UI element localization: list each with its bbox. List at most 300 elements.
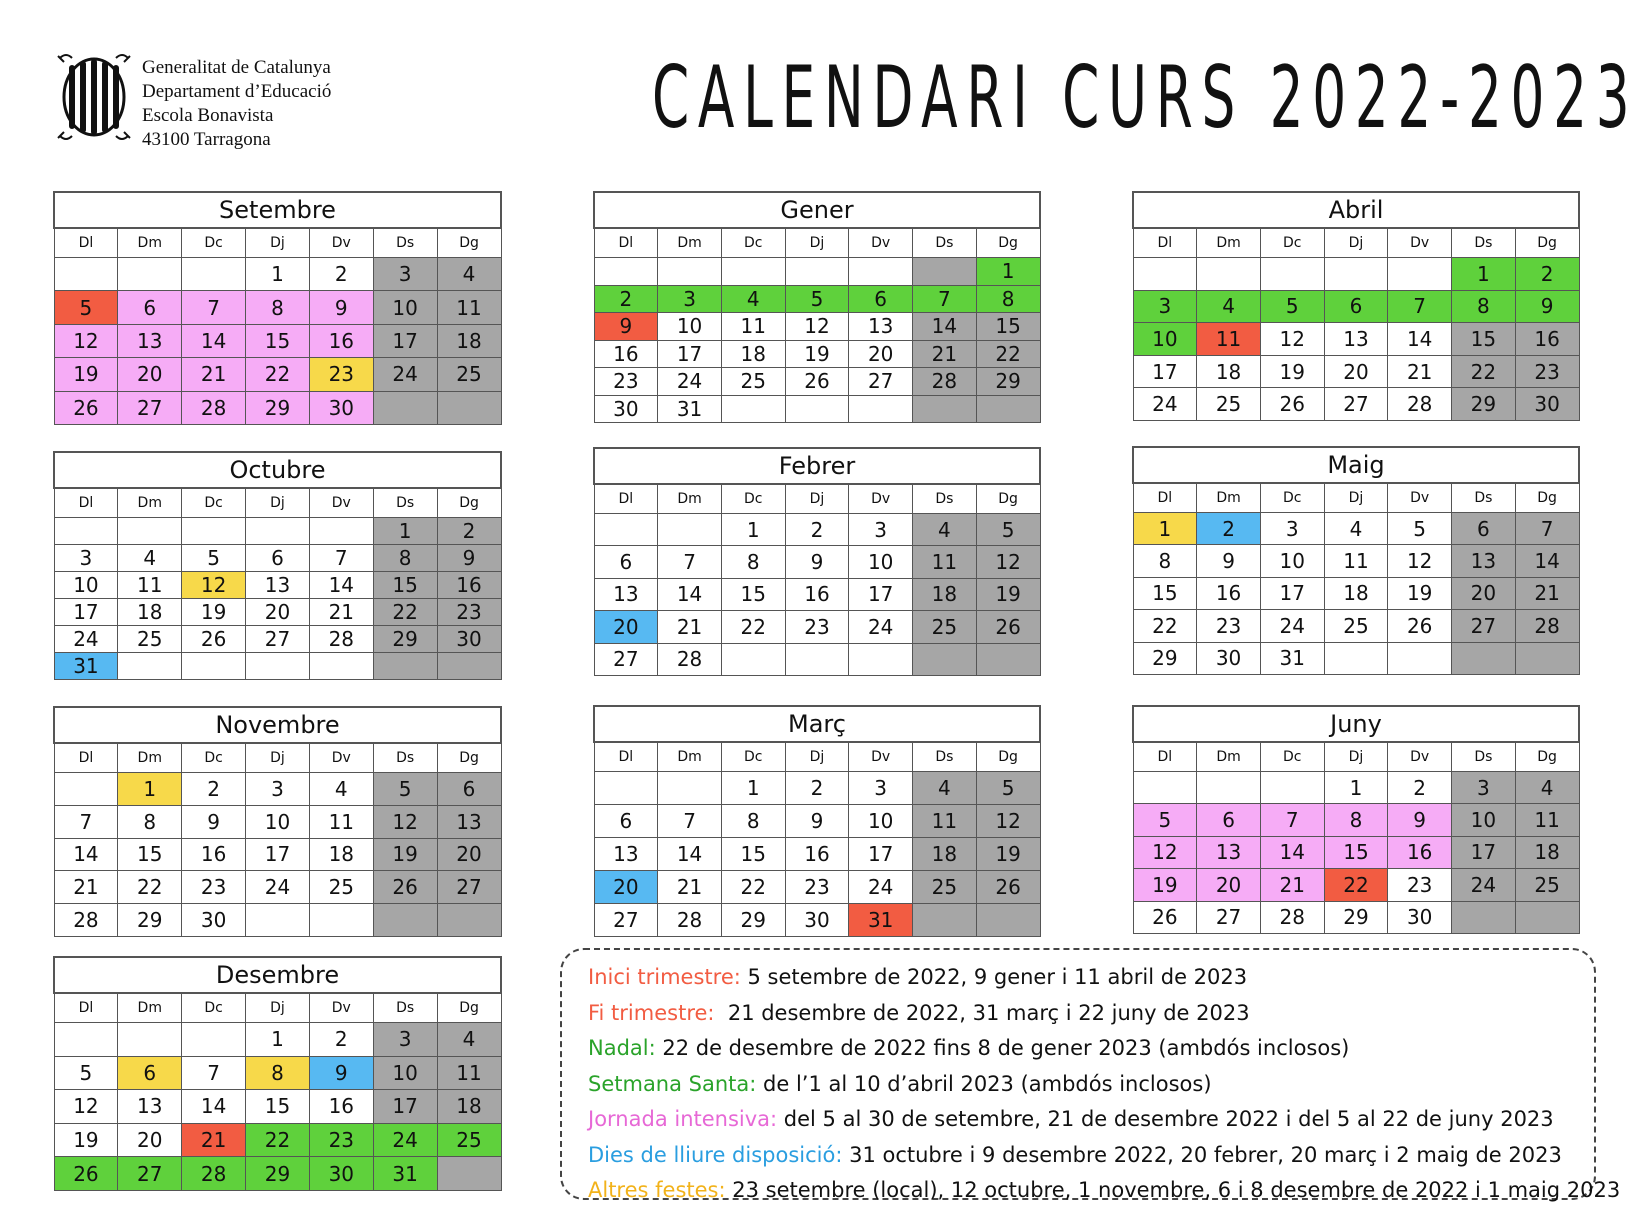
month-name: Octubre (54, 452, 501, 488)
calendar-day: 10 (373, 291, 437, 324)
weekday-label: Dv (309, 228, 373, 258)
empty-day (54, 773, 118, 806)
calendar-day: 30 (785, 904, 849, 937)
weekday-label: Dm (118, 488, 182, 518)
calendar-day: 8 (246, 291, 310, 324)
org-line-2: Departament d’Educació (142, 81, 332, 102)
calendar-day: 6 (246, 545, 310, 572)
org-line-1: Generalitat de Catalunya (142, 57, 331, 78)
month-name: Febrer (594, 448, 1040, 484)
empty-day (437, 904, 501, 937)
calendar-day: 30 (309, 391, 373, 424)
calendar-day: 30 (182, 904, 246, 937)
calendar-day: 4 (1515, 772, 1579, 804)
calendar-day: 8 (721, 546, 785, 578)
calendar-day: 29 (1452, 388, 1516, 421)
calendar-day: 28 (182, 1157, 246, 1191)
calendar-day: 14 (54, 838, 118, 871)
calendar-day: 14 (182, 324, 246, 357)
weekday-label: Dm (118, 228, 182, 258)
empty-day (849, 395, 913, 423)
calendar-day: 5 (976, 772, 1040, 805)
weekday-label: Dm (118, 993, 182, 1023)
empty-day (721, 643, 785, 675)
weekday-label: Dv (1388, 228, 1452, 258)
calendar-day: 7 (658, 546, 722, 578)
calendar-day: 18 (913, 838, 977, 871)
calendar-day: 24 (1260, 610, 1324, 642)
calendar-day: 16 (785, 578, 849, 610)
calendar-day: 25 (309, 871, 373, 904)
calendar-day: 29 (246, 1157, 310, 1191)
empty-day (118, 1023, 182, 1057)
month-table (53, 956, 502, 1191)
weekday-label: Dc (721, 742, 785, 772)
empty-day (437, 391, 501, 424)
calendar-day: 13 (246, 572, 310, 599)
calendar-day: 6 (437, 773, 501, 806)
calendar-day: 22 (373, 599, 437, 626)
calendar-day: 29 (118, 904, 182, 937)
calendar-day: 31 (849, 904, 913, 937)
weekday-label: Dl (594, 228, 658, 258)
calendar-day: 2 (437, 518, 501, 545)
calendar-day: 8 (1324, 804, 1388, 836)
weekday-label: Dl (54, 488, 118, 518)
calendar-day: 14 (658, 838, 722, 871)
empty-day (913, 395, 977, 423)
weekday-label: Ds (373, 743, 437, 773)
calendar-day: 6 (594, 805, 658, 838)
weekday-label: Dc (182, 228, 246, 258)
calendar-day: 13 (1452, 545, 1516, 577)
calendar-day: 9 (785, 546, 849, 578)
empty-day (913, 643, 977, 675)
weekday-label: Ds (913, 228, 977, 258)
calendar-day: 8 (976, 285, 1040, 313)
calendar-day: 21 (1515, 577, 1579, 609)
calendar-day: 16 (309, 324, 373, 357)
legend-key: Inici trimestre: (588, 965, 741, 989)
calendar-day: 1 (721, 514, 785, 546)
calendar-day: 24 (849, 871, 913, 904)
calendar-day: 31 (54, 653, 118, 680)
calendar-day: 20 (594, 611, 658, 643)
weekday-label: Dc (1260, 742, 1324, 772)
calendar-day: 28 (913, 368, 977, 396)
calendar-day: 3 (246, 773, 310, 806)
calendar-day: 17 (1452, 836, 1516, 868)
empty-day (1515, 901, 1579, 933)
calendar-day: 26 (1260, 388, 1324, 421)
empty-day (1197, 258, 1261, 291)
empty-day (1133, 258, 1197, 291)
calendar-day: 10 (658, 313, 722, 341)
calendar-day: 26 (182, 626, 246, 653)
calendar-day: 17 (849, 578, 913, 610)
calendar-day: 6 (118, 291, 182, 324)
calendar-day: 25 (437, 1123, 501, 1157)
legend-row (588, 1067, 1594, 1103)
calendar-day: 25 (1324, 610, 1388, 642)
calendar-day: 3 (849, 514, 913, 546)
weekday-label: Ds (1452, 228, 1516, 258)
calendar-day: 25 (1197, 388, 1261, 421)
calendar-day: 28 (1260, 901, 1324, 933)
empty-day (373, 904, 437, 937)
calendar-day: 2 (1515, 258, 1579, 291)
calendar-day: 15 (721, 838, 785, 871)
weekday-label: Dc (1260, 483, 1324, 513)
calendar-day: 9 (182, 805, 246, 838)
calendar-day: 26 (785, 368, 849, 396)
calendar-day: 29 (373, 626, 437, 653)
calendar-day: 11 (1324, 545, 1388, 577)
calendar-day: 5 (373, 773, 437, 806)
month-name: Novembre (54, 707, 501, 743)
calendar-day: 8 (1452, 290, 1516, 323)
calendar-day: 1 (1324, 772, 1388, 804)
calendar-day: 31 (373, 1157, 437, 1191)
calendar-day: 16 (1388, 836, 1452, 868)
calendar-day: 13 (1197, 836, 1261, 868)
month-desembre (53, 956, 502, 1191)
month-name: Abril (1133, 192, 1579, 228)
calendar-day: 11 (1197, 323, 1261, 356)
weekday-label: Ds (913, 742, 977, 772)
calendar-day: 21 (1388, 355, 1452, 388)
calendar-day: 15 (1452, 323, 1516, 356)
weekday-label: Dg (1515, 742, 1579, 772)
empty-day (594, 514, 658, 546)
weekday-label: Dm (1197, 483, 1261, 513)
weekday-label: Dv (849, 742, 913, 772)
empty-day (721, 258, 785, 286)
school-header (56, 52, 331, 152)
calendar-day: 24 (1452, 869, 1516, 901)
calendar-day: 19 (785, 340, 849, 368)
calendar-day: 12 (1388, 545, 1452, 577)
calendar-day: 12 (1133, 836, 1197, 868)
weekday-label: Ds (373, 993, 437, 1023)
calendar-day: 30 (1515, 388, 1579, 421)
calendar-day: 3 (373, 1023, 437, 1057)
calendar-day: 17 (373, 1090, 437, 1124)
calendar-day: 7 (54, 805, 118, 838)
calendar-day: 19 (1133, 869, 1197, 901)
calendar-day: 29 (246, 391, 310, 424)
month-name: Març (594, 706, 1040, 742)
legend-text: 21 desembre de 2022, 31 març i 22 juny de 2023 (714, 1000, 1250, 1025)
calendar-day: 15 (976, 313, 1040, 341)
calendar-day: 12 (54, 324, 118, 357)
calendar-day: 4 (1197, 290, 1261, 323)
month-table (593, 705, 1041, 937)
calendar-day: 6 (118, 1056, 182, 1090)
calendar-day: 4 (913, 514, 977, 546)
calendar-day: 11 (913, 546, 977, 578)
empty-day (976, 904, 1040, 937)
empty-day (54, 258, 118, 291)
calendar-day: 18 (437, 324, 501, 357)
weekday-label: Dc (182, 993, 246, 1023)
calendar-day: 16 (594, 340, 658, 368)
legend-row (588, 1173, 1621, 1209)
month-gener (593, 191, 1041, 423)
weekday-label: Dv (1388, 742, 1452, 772)
calendar-day: 13 (849, 313, 913, 341)
calendar-day: 5 (1133, 804, 1197, 836)
calendar-day: 24 (54, 626, 118, 653)
weekday-label: Dj (1324, 742, 1388, 772)
calendar-day: 21 (658, 611, 722, 643)
calendar-day: 31 (658, 395, 722, 423)
calendar-day: 16 (1197, 577, 1261, 609)
legend-row (588, 1031, 1594, 1067)
month-table (593, 191, 1041, 423)
weekday-label: Dl (594, 742, 658, 772)
calendar-day: 3 (1260, 513, 1324, 545)
month-novembre (53, 706, 502, 937)
calendar-day: 22 (721, 611, 785, 643)
empty-day (182, 518, 246, 545)
calendar-day: 5 (1388, 513, 1452, 545)
calendar-day: 27 (246, 626, 310, 653)
calendar-day: 8 (246, 1056, 310, 1090)
month-name: Desembre (54, 957, 501, 993)
calendar-day: 25 (1515, 869, 1579, 901)
calendar-day: 9 (785, 805, 849, 838)
calendar-day: 29 (1133, 642, 1197, 674)
calendar-day: 29 (976, 368, 1040, 396)
month-octubre (53, 451, 502, 680)
empty-day (309, 653, 373, 680)
calendar-day: 1 (118, 773, 182, 806)
calendar-day: 2 (309, 1023, 373, 1057)
calendar-day: 22 (1133, 610, 1197, 642)
calendar-day: 5 (54, 291, 118, 324)
calendar-day: 2 (309, 258, 373, 291)
calendar-day: 6 (1452, 513, 1516, 545)
calendar-day: 29 (1324, 901, 1388, 933)
legend-text: 31 octubre i 9 desembre 2022, 20 febrer, 20 març i 2 maig de 2023 (842, 1142, 1562, 1167)
calendar-day: 11 (437, 1056, 501, 1090)
calendar-day: 7 (913, 285, 977, 313)
calendar-day: 28 (658, 904, 722, 937)
legend-row (588, 1138, 1594, 1174)
empty-day (976, 395, 1040, 423)
calendar-day: 9 (594, 313, 658, 341)
calendar-day: 4 (309, 773, 373, 806)
calendar-day: 13 (437, 805, 501, 838)
calendar-day: 20 (118, 1123, 182, 1157)
weekday-label: Dj (785, 228, 849, 258)
calendar-day: 20 (849, 340, 913, 368)
calendar-day: 23 (594, 368, 658, 396)
empty-day (246, 518, 310, 545)
empty-day (849, 643, 913, 675)
legend-text: de l’1 al 10 d’abril 2023 (ambdós inclosos) (756, 1071, 1212, 1096)
calendar-day: 11 (437, 291, 501, 324)
month-name: Gener (594, 192, 1040, 228)
weekday-label: Dm (1197, 742, 1261, 772)
calendar-day: 4 (913, 772, 977, 805)
legend-key: Dies de lliure disposició: (588, 1142, 843, 1167)
weekday-label: Dv (309, 743, 373, 773)
empty-day (594, 772, 658, 805)
calendar-day: 27 (118, 1157, 182, 1191)
calendar-day: 23 (1197, 610, 1261, 642)
calendar-day: 9 (309, 1056, 373, 1090)
weekday-label: Dc (1260, 228, 1324, 258)
calendar-day: 24 (373, 1123, 437, 1157)
calendar-day: 19 (976, 578, 1040, 610)
calendar-day: 1 (246, 1023, 310, 1057)
calendar-day: 30 (1197, 642, 1261, 674)
calendar-day: 11 (118, 572, 182, 599)
calendar-day: 13 (118, 1090, 182, 1124)
empty-day (785, 395, 849, 423)
month-table (1132, 191, 1580, 421)
empty-day (976, 643, 1040, 675)
calendar-day: 12 (54, 1090, 118, 1124)
calendar-day: 2 (1197, 513, 1261, 545)
calendar-day: 15 (1133, 577, 1197, 609)
calendar-day: 23 (309, 1123, 373, 1157)
empty-day (54, 518, 118, 545)
calendar-day: 20 (437, 838, 501, 871)
calendar-day: 22 (246, 1123, 310, 1157)
calendar-day: 31 (1260, 642, 1324, 674)
weekday-label: Dl (1133, 228, 1197, 258)
calendar-day: 26 (1133, 901, 1197, 933)
calendar-day: 10 (1133, 323, 1197, 356)
calendar-day: 9 (437, 545, 501, 572)
weekday-label: Dc (182, 488, 246, 518)
calendar-day: 12 (182, 572, 246, 599)
weekday-label: Dj (246, 993, 310, 1023)
legend-row (588, 996, 1594, 1032)
legend-key: Fi trimestre: (588, 1000, 715, 1025)
calendar-day: 6 (1197, 804, 1261, 836)
weekday-label: Dv (849, 484, 913, 514)
calendar-day: 3 (1133, 290, 1197, 323)
calendar-day: 6 (849, 285, 913, 313)
calendar-day: 18 (309, 838, 373, 871)
calendar-day: 24 (1133, 388, 1197, 421)
calendar-day: 15 (246, 324, 310, 357)
calendar-day: 22 (118, 871, 182, 904)
empty-day (913, 258, 977, 286)
calendar-day: 23 (309, 358, 373, 391)
empty-day (1324, 642, 1388, 674)
org-line-3: Escola Bonavista (142, 105, 274, 126)
calendar-day: 6 (594, 546, 658, 578)
calendar-day: 26 (373, 871, 437, 904)
calendar-day: 19 (373, 838, 437, 871)
empty-day (658, 772, 722, 805)
calendar-day: 5 (785, 285, 849, 313)
calendar-day: 9 (1388, 804, 1452, 836)
calendar-day: 3 (658, 285, 722, 313)
calendar-day: 14 (182, 1090, 246, 1124)
calendar-day: 21 (309, 599, 373, 626)
calendar-day: 21 (1260, 869, 1324, 901)
calendar-day: 12 (976, 546, 1040, 578)
calendar-day: 18 (721, 340, 785, 368)
calendar-day: 25 (721, 368, 785, 396)
calendar-day: 5 (182, 545, 246, 572)
calendar-day: 2 (785, 772, 849, 805)
empty-day (1260, 258, 1324, 291)
calendar-day: 15 (373, 572, 437, 599)
weekday-label: Dc (182, 743, 246, 773)
calendar-day: 19 (1260, 355, 1324, 388)
legend-text: 22 de desembre de 2022 fins 8 de gener 2023 (ambdós inclosos) (655, 1036, 1350, 1060)
calendar-day: 9 (1515, 290, 1579, 323)
weekday-label: Dj (246, 488, 310, 518)
weekday-label: Ds (1452, 742, 1516, 772)
weekday-label: Dl (54, 228, 118, 258)
calendar-day: 11 (309, 805, 373, 838)
weekday-label: Dm (118, 743, 182, 773)
calendar-day: 12 (1260, 323, 1324, 356)
legend-text: 23 setembre (local), 12 octubre, 1 novembre, 6 i 8 desembre de 2022 i 1 maig 2023 (725, 1178, 1621, 1202)
calendar-day: 22 (976, 340, 1040, 368)
month-table (1132, 705, 1580, 934)
calendar-day: 27 (1324, 388, 1388, 421)
calendar-day: 10 (849, 546, 913, 578)
empty-day (849, 258, 913, 286)
calendar-day: 18 (913, 578, 977, 610)
calendar-day: 7 (182, 291, 246, 324)
calendar-day: 25 (913, 611, 977, 643)
calendar-day: 27 (118, 391, 182, 424)
calendar-day: 26 (976, 871, 1040, 904)
calendar-day: 13 (594, 578, 658, 610)
calendar-day: 21 (913, 340, 977, 368)
calendar-day: 28 (1388, 388, 1452, 421)
calendar-day: 9 (309, 291, 373, 324)
calendar-day: 16 (437, 572, 501, 599)
empty-day (182, 653, 246, 680)
calendar-day: 15 (246, 1090, 310, 1124)
calendar-day: 26 (1388, 610, 1452, 642)
weekday-label: Dj (246, 228, 310, 258)
calendar-day: 12 (373, 805, 437, 838)
legend-row (588, 960, 1594, 996)
calendar-day: 3 (54, 545, 118, 572)
month-juny (1132, 705, 1580, 934)
calendar-day: 26 (54, 1157, 118, 1191)
calendar-day: 21 (54, 871, 118, 904)
calendar-day: 24 (849, 611, 913, 643)
calendar-day: 1 (976, 258, 1040, 286)
calendar-day: 17 (246, 838, 310, 871)
legend-text: 5 setembre de 2022, 9 gener i 11 abril de 2023 (740, 965, 1248, 989)
weekday-label: Dg (437, 228, 501, 258)
calendar-day: 17 (849, 838, 913, 871)
weekday-label: Dm (1197, 228, 1261, 258)
calendar-day: 28 (182, 391, 246, 424)
empty-day (721, 395, 785, 423)
calendar-day: 3 (849, 772, 913, 805)
empty-day (1324, 258, 1388, 291)
weekday-label: Dv (849, 228, 913, 258)
calendar-day: 5 (54, 1056, 118, 1090)
calendar-day: 20 (118, 358, 182, 391)
month-febrer (593, 447, 1041, 676)
